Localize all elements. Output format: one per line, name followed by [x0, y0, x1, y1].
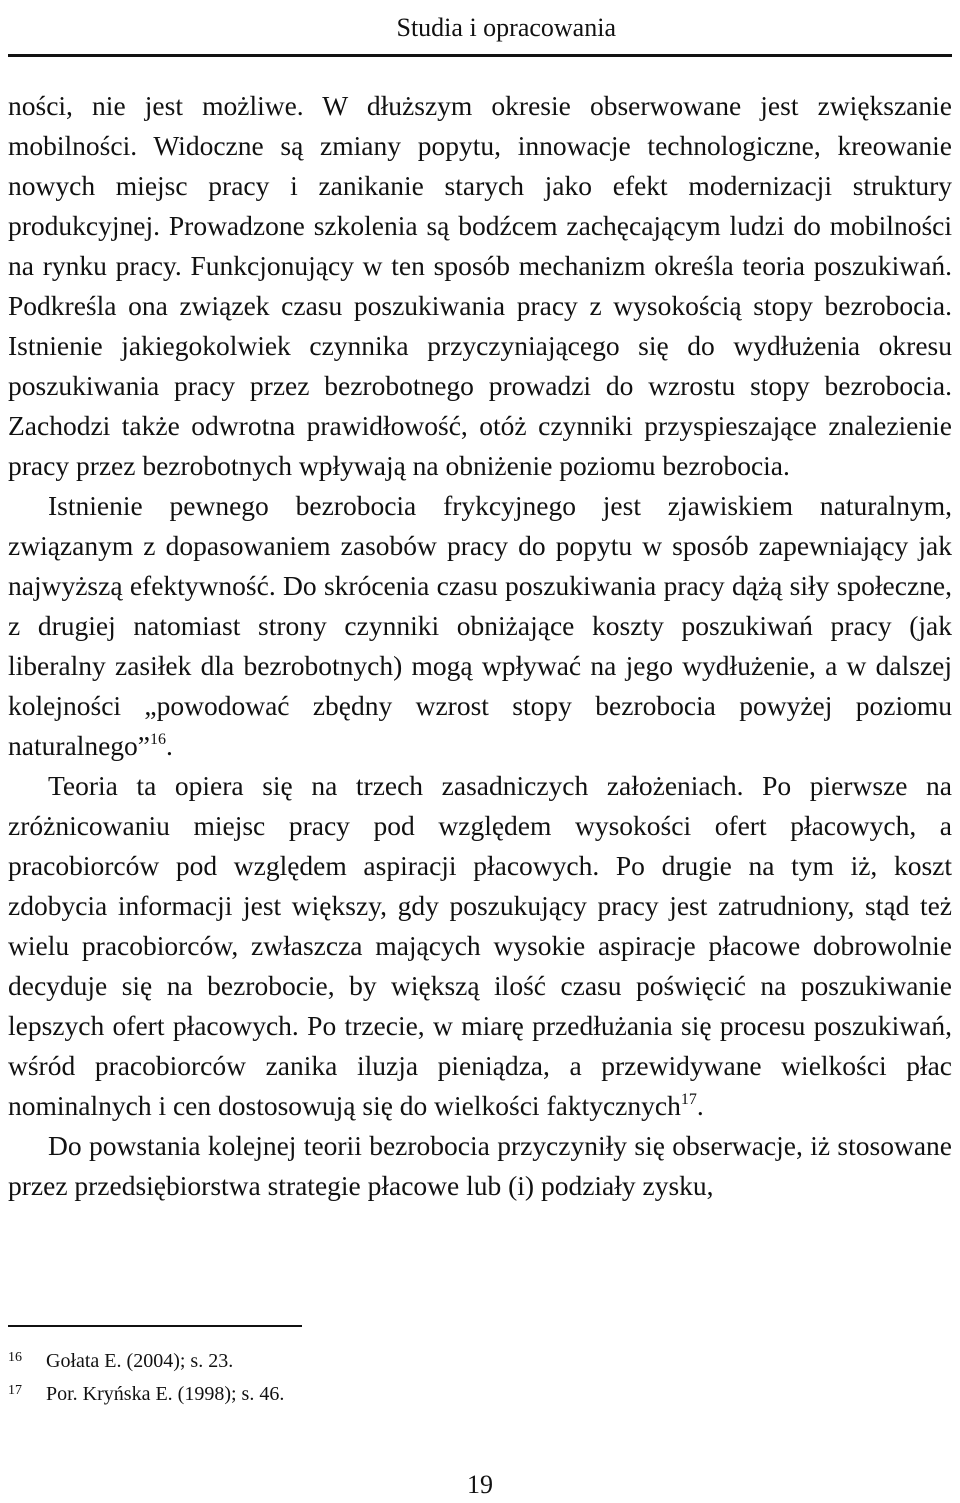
- footnote-text: Gołata E. (2004); s. 23.: [46, 1350, 234, 1372]
- footnote: [8, 1379, 708, 1412]
- paragraph-3-end: .: [696, 1090, 704, 1121]
- footnote-ref-16[interactable]: 16: [150, 731, 167, 748]
- page-number: 19: [467, 1470, 493, 1499]
- footnote-ref-17[interactable]: 17: [680, 1091, 697, 1108]
- paragraph-3-text: Teoria ta opiera się na trzech zasadniczych założeniach. Po pierwsze na zróżnicowaniu miejsc pracy pod względem wysokości ofert płacowych, a pracobiorców pod względem aspiracji płacowych. Po drugie na tym iż, koszt zdobycia informacji jest większy, gdy poszukujący pracy jest zatrudniony, stąd też wielu pracobiorców, zwłaszcza mających wysokie aspiracje płacowe dobrowolnie decyduje się na bezrobocie, by większą ilość czasu poświęcić na poszukiwanie lepszych ofert płacowych. Po trzecie, w miarę przedłużania się procesu poszukiwań, wśród pracobiorców zanika iluzja pieniądza, a przewidywane wielkości płac nominalnych i cen dostosowują się do wielkości faktycznych: [8, 770, 952, 1121]
- footnote-rule: [8, 1325, 302, 1327]
- header-rule: [8, 54, 952, 57]
- footnote-number: 17: [8, 1383, 22, 1398]
- paragraph-2-end: .: [166, 730, 173, 761]
- paragraph-1: [8, 86, 952, 486]
- footnote: [8, 1346, 708, 1379]
- paragraph-1-text: ności, nie jest możliwe. W dłuższym okresie obserwowane jest zwiększanie mobilności. Widoczne są zmiany popytu, innowacje technologiczne, kreowanie nowych miejsc pracy i zanikanie starych jako efekt modernizacji struktury produkcyjnej. Prowadzone szkolenia są bodźcem zachęcającym ludzi do mobilności na rynku pracy. Funkcjonujący w ten sposób mechanizm określa teoria poszukiwań. Podkreśla ona związek czasu poszukiwania pracy z wysokością stopy bezrobocia. Istnienie jakiegokolwiek czynnika przyczyniającego się do wydłużenia okresu poszukiwania pracy przez bezrobotnego prowadzi do wzrostu stopy bezrobocia. Zachodzi także odwrotna prawidłowość, otóż czynniki przyspieszające znalezienie pracy przez bezrobotnych wpływają na obniżenie poziomu bezrobocia.: [8, 90, 952, 481]
- body-text: [8, 86, 952, 1206]
- paragraph-2: [8, 486, 952, 766]
- paragraph-3: [8, 766, 952, 1126]
- paragraph-2-text: Istnienie pewnego bezrobocia frykcyjnego jest zjawiskiem naturalnym, związanym z dopasowaniem zasobów pracy do popytu w sposób zapewniający jak najwyższą efektywność. Do skrócenia czasu poszukiwania pracy dążą siły społeczne, z drugiej natomiast strony czynniki obniżające koszty poszukiwań pracy (jak liberalny zasiłek dla bezrobotnych) mogą wpływać na jego wydłużenie, a w dalszej kolejności „powodować zbędny wzrost stopy bezrobocia powyżej poziomu naturalnego”: [8, 490, 952, 761]
- paragraph-4-text: Do powstania kolejnej teorii bezrobocia przyczyniły się obserwacje, iż stosowane przez przedsiębiorstwa strategie płacowe lub (i) podziały zysku,: [8, 1130, 952, 1201]
- footnotes: [8, 1346, 708, 1412]
- paragraph-4: [8, 1126, 952, 1206]
- running-header: Studia i opracowania: [396, 13, 616, 42]
- footnote-text: Por. Kryńska E. (1998); s. 46.: [46, 1383, 285, 1405]
- footnote-number: 16: [8, 1350, 22, 1365]
